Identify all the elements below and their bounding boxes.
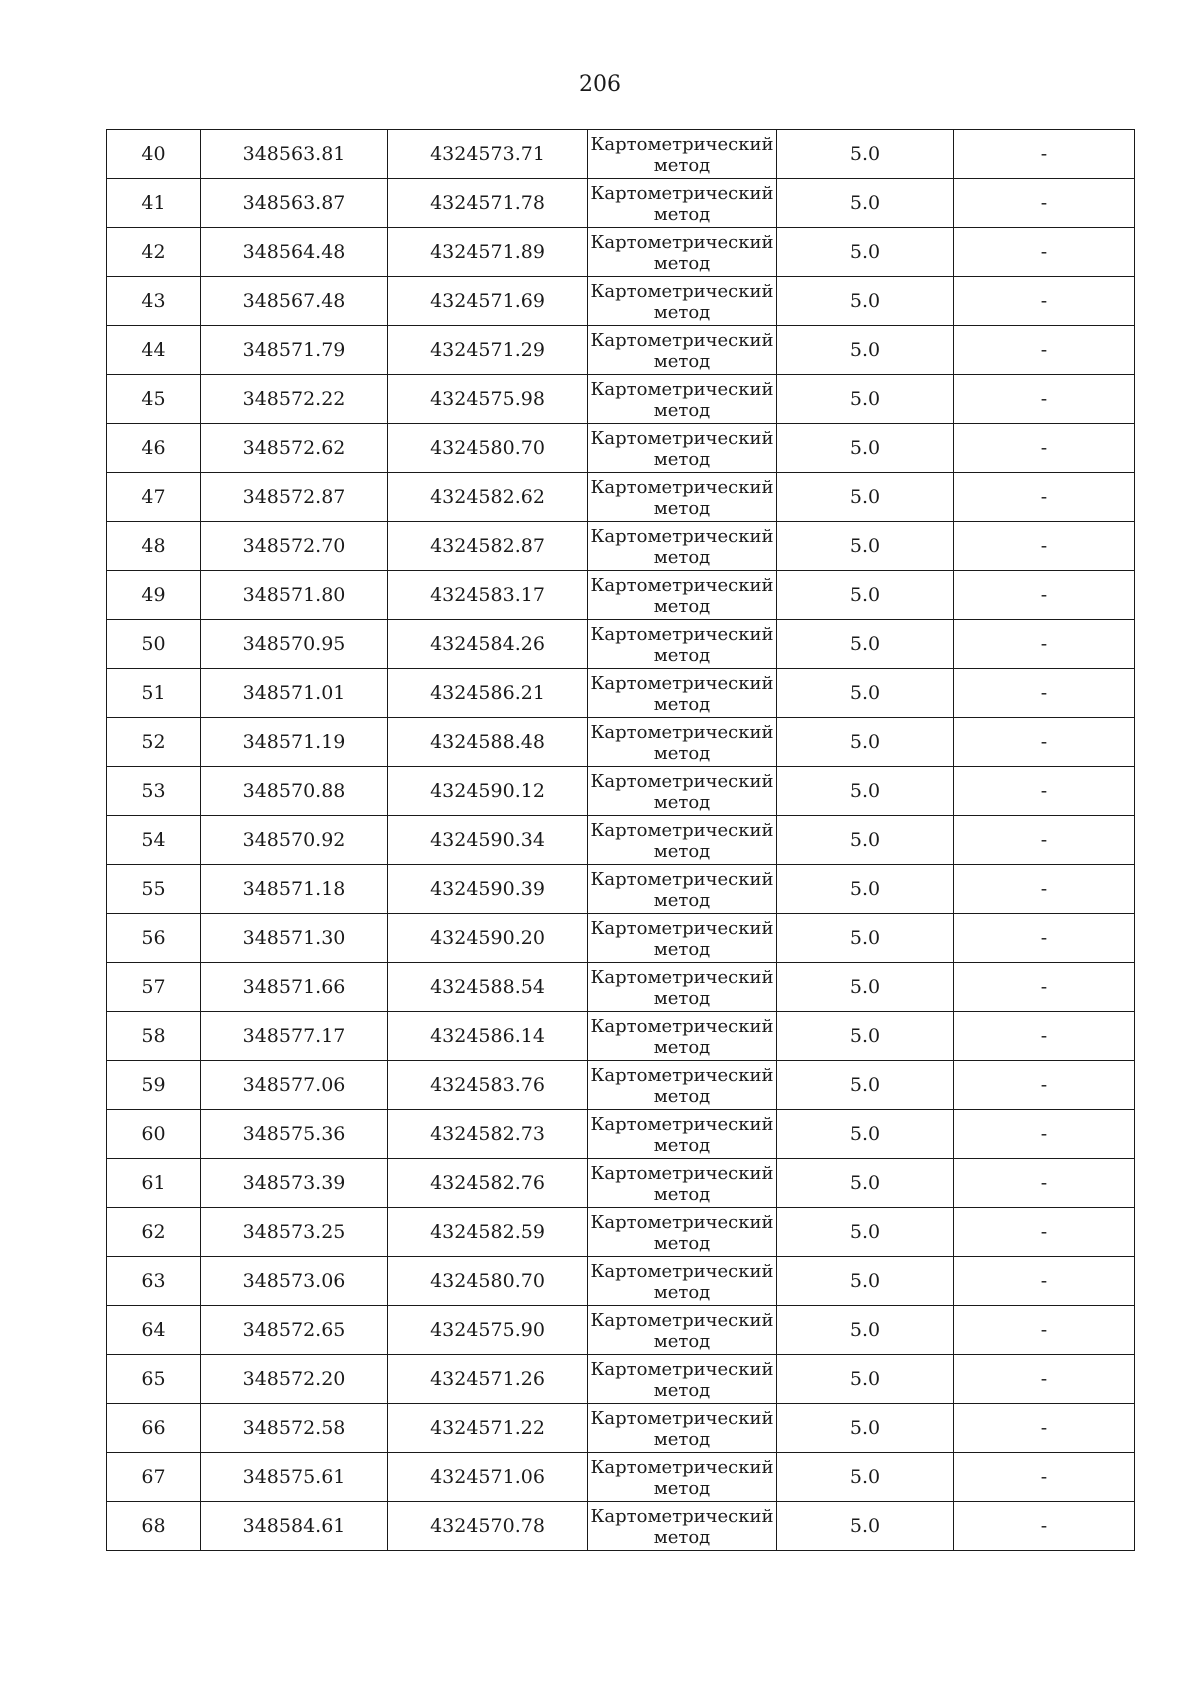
- accuracy-cell: 5.0: [777, 1110, 954, 1159]
- method-cell: [588, 620, 777, 669]
- method-line-1: Картометрический: [590, 770, 774, 792]
- method-line-2: метод: [653, 1428, 711, 1450]
- x-coordinate-cell: 348573.06: [201, 1257, 388, 1306]
- y-coordinate-cell: 4324580.70: [388, 1257, 588, 1306]
- point-number-cell: 60: [107, 1110, 201, 1159]
- point-number-cell: 44: [107, 326, 201, 375]
- table-row: [107, 1453, 1135, 1502]
- table-row: [107, 277, 1135, 326]
- accuracy-cell: 5.0: [777, 571, 954, 620]
- table-row: [107, 669, 1135, 718]
- y-coordinate-cell: 4324590.12: [388, 767, 588, 816]
- method-cell: [588, 1110, 777, 1159]
- table-row: [107, 1061, 1135, 1110]
- x-coordinate-cell: 348572.87: [201, 473, 388, 522]
- x-coordinate-cell: 348573.39: [201, 1159, 388, 1208]
- point-number-cell: 63: [107, 1257, 201, 1306]
- table-row: [107, 179, 1135, 228]
- table-row: [107, 375, 1135, 424]
- y-coordinate-cell: 4324588.54: [388, 963, 588, 1012]
- table-row: [107, 1502, 1135, 1551]
- method-cell: [588, 865, 777, 914]
- method-line-1: Картометрический: [590, 378, 774, 400]
- x-coordinate-cell: 348577.17: [201, 1012, 388, 1061]
- method-cell: [588, 522, 777, 571]
- method-line-2: метод: [653, 938, 711, 960]
- method-line-1: Картометрический: [590, 917, 774, 939]
- y-coordinate-cell: 4324571.89: [388, 228, 588, 277]
- point-number-cell: 47: [107, 473, 201, 522]
- point-number-cell: 54: [107, 816, 201, 865]
- x-coordinate-cell: 348573.25: [201, 1208, 388, 1257]
- table-row: [107, 865, 1135, 914]
- point-number-cell: 64: [107, 1306, 201, 1355]
- point-number-cell: 53: [107, 767, 201, 816]
- accuracy-cell: 5.0: [777, 522, 954, 571]
- accuracy-cell: 5.0: [777, 1257, 954, 1306]
- method-line-1: Картометрический: [590, 1113, 774, 1135]
- note-cell: -: [954, 669, 1135, 718]
- method-line-1: Картометрический: [590, 819, 774, 841]
- accuracy-cell: 5.0: [777, 865, 954, 914]
- accuracy-cell: 5.0: [777, 1502, 954, 1551]
- method-line-2: метод: [653, 1232, 711, 1254]
- note-cell: -: [954, 1061, 1135, 1110]
- method-cell: [588, 914, 777, 963]
- method-line-1: Картометрический: [590, 1505, 774, 1527]
- method-line-2: метод: [653, 1085, 711, 1107]
- y-coordinate-cell: 4324582.59: [388, 1208, 588, 1257]
- method-line-1: Картометрический: [590, 1162, 774, 1184]
- y-coordinate-cell: 4324571.06: [388, 1453, 588, 1502]
- note-cell: -: [954, 865, 1135, 914]
- x-coordinate-cell: 348577.06: [201, 1061, 388, 1110]
- table-row: [107, 963, 1135, 1012]
- method-line-2: метод: [653, 154, 711, 176]
- method-line-2: метод: [653, 840, 711, 862]
- note-cell: -: [954, 620, 1135, 669]
- accuracy-cell: 5.0: [777, 1012, 954, 1061]
- method-line-1: Картометрический: [590, 525, 774, 547]
- method-cell: [588, 130, 777, 179]
- table-row: [107, 424, 1135, 473]
- method-line-2: метод: [653, 693, 711, 715]
- table-row: [107, 914, 1135, 963]
- point-number-cell: 61: [107, 1159, 201, 1208]
- y-coordinate-cell: 4324580.70: [388, 424, 588, 473]
- method-line-2: метод: [653, 791, 711, 813]
- x-coordinate-cell: 348572.58: [201, 1404, 388, 1453]
- note-cell: -: [954, 571, 1135, 620]
- y-coordinate-cell: 4324571.26: [388, 1355, 588, 1404]
- accuracy-cell: 5.0: [777, 277, 954, 326]
- method-line-2: метод: [653, 1036, 711, 1058]
- point-number-cell: 51: [107, 669, 201, 718]
- method-line-1: Картометрический: [590, 133, 774, 155]
- y-coordinate-cell: 4324571.29: [388, 326, 588, 375]
- point-number-cell: 49: [107, 571, 201, 620]
- method-line-1: Картометрический: [590, 574, 774, 596]
- x-coordinate-cell: 348571.66: [201, 963, 388, 1012]
- method-cell: [588, 1404, 777, 1453]
- method-line-1: Картометрический: [590, 1211, 774, 1233]
- y-coordinate-cell: 4324582.73: [388, 1110, 588, 1159]
- y-coordinate-cell: 4324583.17: [388, 571, 588, 620]
- note-cell: -: [954, 914, 1135, 963]
- method-line-1: Картометрический: [590, 868, 774, 890]
- note-cell: -: [954, 1355, 1135, 1404]
- y-coordinate-cell: 4324570.78: [388, 1502, 588, 1551]
- point-number-cell: 58: [107, 1012, 201, 1061]
- accuracy-cell: 5.0: [777, 1208, 954, 1257]
- method-line-1: Картометрический: [590, 427, 774, 449]
- point-number-cell: 46: [107, 424, 201, 473]
- method-line-2: метод: [653, 1477, 711, 1499]
- x-coordinate-cell: 348570.95: [201, 620, 388, 669]
- table-row: [107, 522, 1135, 571]
- method-line-1: Картометрический: [590, 476, 774, 498]
- method-line-2: метод: [653, 644, 711, 666]
- method-cell: [588, 1453, 777, 1502]
- method-cell: [588, 571, 777, 620]
- method-line-1: Картометрический: [590, 1456, 774, 1478]
- method-cell: [588, 424, 777, 473]
- note-cell: -: [954, 424, 1135, 473]
- point-number-cell: 52: [107, 718, 201, 767]
- y-coordinate-cell: 4324586.14: [388, 1012, 588, 1061]
- note-cell: -: [954, 1110, 1135, 1159]
- accuracy-cell: 5.0: [777, 1404, 954, 1453]
- accuracy-cell: 5.0: [777, 326, 954, 375]
- note-cell: -: [954, 1502, 1135, 1551]
- point-number-cell: 56: [107, 914, 201, 963]
- accuracy-cell: 5.0: [777, 718, 954, 767]
- table-row: [107, 718, 1135, 767]
- x-coordinate-cell: 348575.36: [201, 1110, 388, 1159]
- method-line-1: Картометрический: [590, 1015, 774, 1037]
- accuracy-cell: 5.0: [777, 228, 954, 277]
- note-cell: -: [954, 326, 1135, 375]
- note-cell: -: [954, 1257, 1135, 1306]
- method-line-2: метод: [653, 301, 711, 323]
- x-coordinate-cell: 348572.65: [201, 1306, 388, 1355]
- point-number-cell: 42: [107, 228, 201, 277]
- table-row: [107, 1306, 1135, 1355]
- method-cell: [588, 375, 777, 424]
- accuracy-cell: 5.0: [777, 1061, 954, 1110]
- method-line-2: метод: [653, 546, 711, 568]
- table-row: [107, 473, 1135, 522]
- table-row: [107, 1110, 1135, 1159]
- method-line-1: Картометрический: [590, 672, 774, 694]
- table-row: [107, 1208, 1135, 1257]
- y-coordinate-cell: 4324584.26: [388, 620, 588, 669]
- note-cell: -: [954, 1306, 1135, 1355]
- method-cell: [588, 1159, 777, 1208]
- table-body: [107, 130, 1135, 1551]
- y-coordinate-cell: 4324590.34: [388, 816, 588, 865]
- accuracy-cell: 5.0: [777, 816, 954, 865]
- note-cell: -: [954, 1453, 1135, 1502]
- x-coordinate-cell: 348571.19: [201, 718, 388, 767]
- table-row: [107, 1355, 1135, 1404]
- table-row: [107, 326, 1135, 375]
- method-line-2: метод: [653, 595, 711, 617]
- note-cell: -: [954, 1208, 1135, 1257]
- y-coordinate-cell: 4324590.39: [388, 865, 588, 914]
- table-row: [107, 1404, 1135, 1453]
- method-cell: [588, 1012, 777, 1061]
- method-cell: [588, 277, 777, 326]
- x-coordinate-cell: 348572.70: [201, 522, 388, 571]
- method-cell: [588, 816, 777, 865]
- y-coordinate-cell: 4324575.98: [388, 375, 588, 424]
- point-number-cell: 59: [107, 1061, 201, 1110]
- note-cell: -: [954, 522, 1135, 571]
- method-line-2: метод: [653, 1183, 711, 1205]
- x-coordinate-cell: 348571.79: [201, 326, 388, 375]
- method-line-1: Картометрический: [590, 231, 774, 253]
- method-line-2: метод: [653, 742, 711, 764]
- note-cell: -: [954, 130, 1135, 179]
- y-coordinate-cell: 4324582.76: [388, 1159, 588, 1208]
- y-coordinate-cell: 4324582.62: [388, 473, 588, 522]
- note-cell: -: [954, 228, 1135, 277]
- y-coordinate-cell: 4324575.90: [388, 1306, 588, 1355]
- point-number-cell: 67: [107, 1453, 201, 1502]
- method-line-1: Картометрический: [590, 1309, 774, 1331]
- method-cell: [588, 1208, 777, 1257]
- method-cell: [588, 326, 777, 375]
- table-row: [107, 228, 1135, 277]
- point-number-cell: 50: [107, 620, 201, 669]
- y-coordinate-cell: 4324573.71: [388, 130, 588, 179]
- note-cell: -: [954, 963, 1135, 1012]
- x-coordinate-cell: 348571.80: [201, 571, 388, 620]
- method-cell: [588, 179, 777, 228]
- y-coordinate-cell: 4324588.48: [388, 718, 588, 767]
- page-number: 206: [579, 72, 621, 97]
- y-coordinate-cell: 4324590.20: [388, 914, 588, 963]
- point-number-cell: 41: [107, 179, 201, 228]
- method-line-1: Картометрический: [590, 721, 774, 743]
- method-line-1: Картометрический: [590, 1358, 774, 1380]
- point-number-cell: 43: [107, 277, 201, 326]
- table-row: [107, 1257, 1135, 1306]
- method-line-1: Картометрический: [590, 966, 774, 988]
- method-line-2: метод: [653, 1330, 711, 1352]
- x-coordinate-cell: 348572.62: [201, 424, 388, 473]
- y-coordinate-cell: 4324586.21: [388, 669, 588, 718]
- note-cell: -: [954, 1012, 1135, 1061]
- table-row: [107, 130, 1135, 179]
- method-cell: [588, 1257, 777, 1306]
- y-coordinate-cell: 4324571.78: [388, 179, 588, 228]
- method-cell: [588, 1355, 777, 1404]
- accuracy-cell: 5.0: [777, 1453, 954, 1502]
- method-line-2: метод: [653, 1134, 711, 1156]
- note-cell: -: [954, 1159, 1135, 1208]
- table-row: [107, 816, 1135, 865]
- accuracy-cell: 5.0: [777, 669, 954, 718]
- method-cell: [588, 767, 777, 816]
- x-coordinate-cell: 348575.61: [201, 1453, 388, 1502]
- note-cell: -: [954, 718, 1135, 767]
- accuracy-cell: 5.0: [777, 473, 954, 522]
- point-number-cell: 48: [107, 522, 201, 571]
- method-cell: [588, 473, 777, 522]
- accuracy-cell: 5.0: [777, 914, 954, 963]
- method-cell: [588, 1502, 777, 1551]
- note-cell: -: [954, 1404, 1135, 1453]
- method-line-2: метод: [653, 889, 711, 911]
- y-coordinate-cell: 4324582.87: [388, 522, 588, 571]
- note-cell: -: [954, 375, 1135, 424]
- coordinates-table: [106, 129, 1135, 1551]
- x-coordinate-cell: 348567.48: [201, 277, 388, 326]
- method-line-1: Картометрический: [590, 623, 774, 645]
- table-row: [107, 767, 1135, 816]
- note-cell: -: [954, 816, 1135, 865]
- x-coordinate-cell: 348571.18: [201, 865, 388, 914]
- x-coordinate-cell: 348564.48: [201, 228, 388, 277]
- x-coordinate-cell: 348571.30: [201, 914, 388, 963]
- y-coordinate-cell: 4324571.69: [388, 277, 588, 326]
- x-coordinate-cell: 348584.61: [201, 1502, 388, 1551]
- note-cell: -: [954, 473, 1135, 522]
- table-row: [107, 1159, 1135, 1208]
- point-number-cell: 62: [107, 1208, 201, 1257]
- accuracy-cell: 5.0: [777, 1355, 954, 1404]
- method-line-1: Картометрический: [590, 329, 774, 351]
- method-line-2: метод: [653, 987, 711, 1009]
- point-number-cell: 68: [107, 1502, 201, 1551]
- point-number-cell: 66: [107, 1404, 201, 1453]
- method-line-2: метод: [653, 1526, 711, 1548]
- accuracy-cell: 5.0: [777, 179, 954, 228]
- x-coordinate-cell: 348572.20: [201, 1355, 388, 1404]
- accuracy-cell: 5.0: [777, 130, 954, 179]
- method-line-2: метод: [653, 448, 711, 470]
- method-line-1: Картометрический: [590, 182, 774, 204]
- y-coordinate-cell: 4324583.76: [388, 1061, 588, 1110]
- note-cell: -: [954, 277, 1135, 326]
- method-cell: [588, 669, 777, 718]
- method-cell: [588, 228, 777, 277]
- note-cell: -: [954, 179, 1135, 228]
- accuracy-cell: 5.0: [777, 767, 954, 816]
- accuracy-cell: 5.0: [777, 620, 954, 669]
- method-line-2: метод: [653, 350, 711, 372]
- method-line-2: метод: [653, 497, 711, 519]
- method-line-1: Картометрический: [590, 1260, 774, 1282]
- method-line-2: метод: [653, 203, 711, 225]
- method-cell: [588, 963, 777, 1012]
- method-cell: [588, 1306, 777, 1355]
- point-number-cell: 65: [107, 1355, 201, 1404]
- table-row: [107, 1012, 1135, 1061]
- method-line-1: Картометрический: [590, 1064, 774, 1086]
- point-number-cell: 45: [107, 375, 201, 424]
- method-cell: [588, 718, 777, 767]
- accuracy-cell: 5.0: [777, 963, 954, 1012]
- x-coordinate-cell: 348571.01: [201, 669, 388, 718]
- accuracy-cell: 5.0: [777, 1306, 954, 1355]
- x-coordinate-cell: 348563.81: [201, 130, 388, 179]
- method-line-2: метод: [653, 399, 711, 421]
- x-coordinate-cell: 348563.87: [201, 179, 388, 228]
- x-coordinate-cell: 348572.22: [201, 375, 388, 424]
- accuracy-cell: 5.0: [777, 375, 954, 424]
- method-line-1: Картометрический: [590, 280, 774, 302]
- method-line-1: Картометрический: [590, 1407, 774, 1429]
- table-row: [107, 571, 1135, 620]
- x-coordinate-cell: 348570.88: [201, 767, 388, 816]
- note-cell: -: [954, 767, 1135, 816]
- method-line-2: метод: [653, 1281, 711, 1303]
- accuracy-cell: 5.0: [777, 424, 954, 473]
- accuracy-cell: 5.0: [777, 1159, 954, 1208]
- method-cell: [588, 1061, 777, 1110]
- table-row: [107, 620, 1135, 669]
- x-coordinate-cell: 348570.92: [201, 816, 388, 865]
- method-line-2: метод: [653, 1379, 711, 1401]
- point-number-cell: 57: [107, 963, 201, 1012]
- point-number-cell: 40: [107, 130, 201, 179]
- y-coordinate-cell: 4324571.22: [388, 1404, 588, 1453]
- method-line-2: метод: [653, 252, 711, 274]
- point-number-cell: 55: [107, 865, 201, 914]
